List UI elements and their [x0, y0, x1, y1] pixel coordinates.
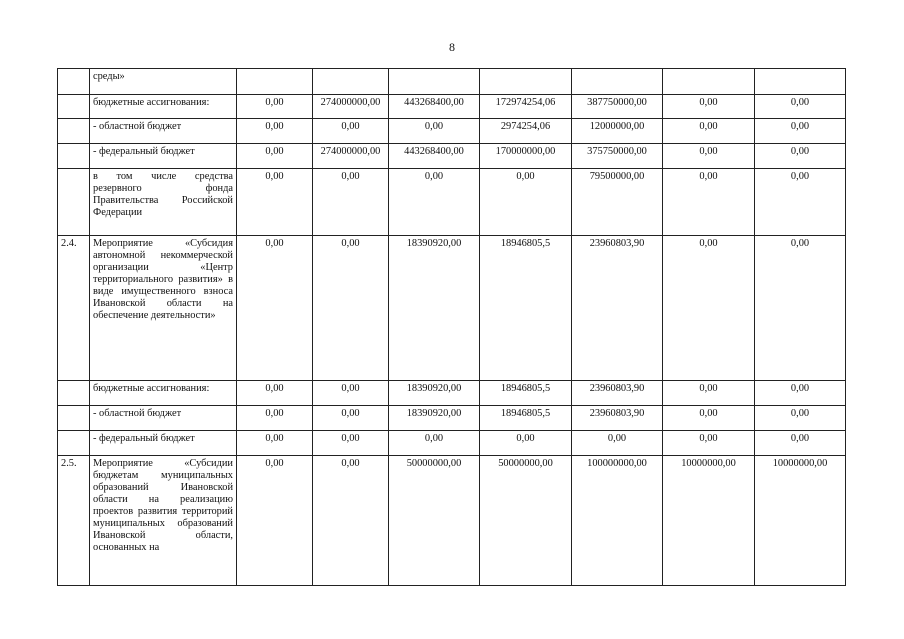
value-cell-5: 23960803,90 — [572, 406, 663, 431]
value-cell-6: 0,00 — [663, 144, 755, 169]
table-row — [58, 381, 846, 406]
value-cell-1: 0,00 — [237, 119, 313, 144]
row-number-cell — [58, 119, 90, 144]
value-cell-7: 0,00 — [755, 381, 846, 406]
value-cell-7: 0,00 — [755, 119, 846, 144]
value-cell-4: 18946805,5 — [480, 381, 572, 406]
value-cell-5: 387750000,00 — [572, 95, 663, 119]
value-cell-5: 375750000,00 — [572, 144, 663, 169]
value-cell-5: 79500000,00 — [572, 169, 663, 236]
value-cell-3: 18390920,00 — [389, 236, 480, 381]
value-cell-5 — [572, 69, 663, 95]
value-cell-3: 0,00 — [389, 431, 480, 456]
value-cell-6: 10000000,00 — [663, 456, 755, 586]
value-cell-1: 0,00 — [237, 236, 313, 381]
value-cell-1: 0,00 — [237, 406, 313, 431]
value-cell-7: 0,00 — [755, 236, 846, 381]
value-cell-4: 18946805,5 — [480, 406, 572, 431]
value-cell-3: 18390920,00 — [389, 406, 480, 431]
value-cell-7: 0,00 — [755, 144, 846, 169]
value-cell-6: 0,00 — [663, 169, 755, 236]
value-cell-1: 0,00 — [237, 431, 313, 456]
value-cell-6: 0,00 — [663, 406, 755, 431]
row-name-cell: бюджетные ассигнования: — [90, 381, 237, 406]
value-cell-1: 0,00 — [237, 381, 313, 406]
row-number-cell — [58, 144, 90, 169]
table-row — [58, 144, 846, 169]
value-cell-2: 0,00 — [313, 236, 389, 381]
page-number: 8 — [449, 40, 455, 54]
value-cell-3: 0,00 — [389, 169, 480, 236]
table-row — [58, 95, 846, 119]
value-cell-2: 0,00 — [313, 456, 389, 586]
budget-table — [57, 68, 846, 586]
value-cell-7: 0,00 — [755, 406, 846, 431]
row-number-cell: 2.5. — [58, 456, 90, 586]
value-cell-3: 50000000,00 — [389, 456, 480, 586]
table-row — [58, 236, 846, 381]
value-cell-1: 0,00 — [237, 144, 313, 169]
row-name-cell: - федеральный бюджет — [90, 144, 237, 169]
value-cell-4: 50000000,00 — [480, 456, 572, 586]
value-cell-4: 18946805,5 — [480, 236, 572, 381]
table-row — [58, 431, 846, 456]
value-cell-7: 0,00 — [755, 431, 846, 456]
row-name-cell: Мероприятие «Субсидия автономной некоммерческой организации «Центр территориального развития» в виде имущественного взноса Ивановской области на обеспечение деятельности» — [90, 236, 237, 381]
value-cell-4: 170000000,00 — [480, 144, 572, 169]
value-cell-4: 2974254,06 — [480, 119, 572, 144]
value-cell-1 — [237, 69, 313, 95]
row-number-cell: 2.4. — [58, 236, 90, 381]
value-cell-2 — [313, 69, 389, 95]
row-name-cell: - федеральный бюджет — [90, 431, 237, 456]
row-number-cell — [58, 431, 90, 456]
value-cell-5: 12000000,00 — [572, 119, 663, 144]
row-name-cell: в том числе средства резервного фонда Правительства Российской Федерации — [90, 169, 237, 236]
value-cell-2: 0,00 — [313, 381, 389, 406]
value-cell-7: 10000000,00 — [755, 456, 846, 586]
value-cell-2: 0,00 — [313, 406, 389, 431]
row-name-cell: - областной бюджет — [90, 119, 237, 144]
row-name-cell: бюджетные ассигнования: — [90, 95, 237, 119]
value-cell-5: 100000000,00 — [572, 456, 663, 586]
value-cell-3 — [389, 69, 480, 95]
value-cell-1: 0,00 — [237, 95, 313, 119]
row-number-cell — [58, 95, 90, 119]
row-number-cell — [58, 69, 90, 95]
row-number-cell — [58, 406, 90, 431]
value-cell-3: 443268400,00 — [389, 95, 480, 119]
value-cell-5: 23960803,90 — [572, 381, 663, 406]
value-cell-4 — [480, 69, 572, 95]
row-number-cell — [58, 169, 90, 236]
value-cell-4: 172974254,06 — [480, 95, 572, 119]
value-cell-6: 0,00 — [663, 236, 755, 381]
value-cell-2: 274000000,00 — [313, 95, 389, 119]
value-cell-6: 0,00 — [663, 381, 755, 406]
value-cell-3: 0,00 — [389, 119, 480, 144]
value-cell-4: 0,00 — [480, 431, 572, 456]
value-cell-1: 0,00 — [237, 169, 313, 236]
value-cell-6: 0,00 — [663, 95, 755, 119]
value-cell-4: 0,00 — [480, 169, 572, 236]
table-row — [58, 119, 846, 144]
value-cell-6 — [663, 69, 755, 95]
value-cell-5: 23960803,90 — [572, 236, 663, 381]
table-row — [58, 406, 846, 431]
value-cell-2: 0,00 — [313, 119, 389, 144]
value-cell-7 — [755, 69, 846, 95]
value-cell-2: 274000000,00 — [313, 144, 389, 169]
row-number-cell — [58, 381, 90, 406]
table-body — [58, 69, 846, 586]
value-cell-3: 18390920,00 — [389, 381, 480, 406]
value-cell-2: 0,00 — [313, 169, 389, 236]
value-cell-1: 0,00 — [237, 456, 313, 586]
value-cell-6: 0,00 — [663, 119, 755, 144]
value-cell-7: 0,00 — [755, 169, 846, 236]
row-name-cell: - областной бюджет — [90, 406, 237, 431]
value-cell-5: 0,00 — [572, 431, 663, 456]
value-cell-7: 0,00 — [755, 95, 846, 119]
value-cell-2: 0,00 — [313, 431, 389, 456]
table-row — [58, 69, 846, 95]
value-cell-6: 0,00 — [663, 431, 755, 456]
value-cell-3: 443268400,00 — [389, 144, 480, 169]
row-name-cell: среды» — [90, 69, 237, 95]
table-row — [58, 169, 846, 236]
table-row — [58, 456, 846, 586]
row-name-cell: Мероприятие «Субсидии бюджетам муниципальных образований Ивановской области на реализацию проектов развития территорий муниципальных образований Ивановской области, основанных на — [90, 456, 237, 586]
